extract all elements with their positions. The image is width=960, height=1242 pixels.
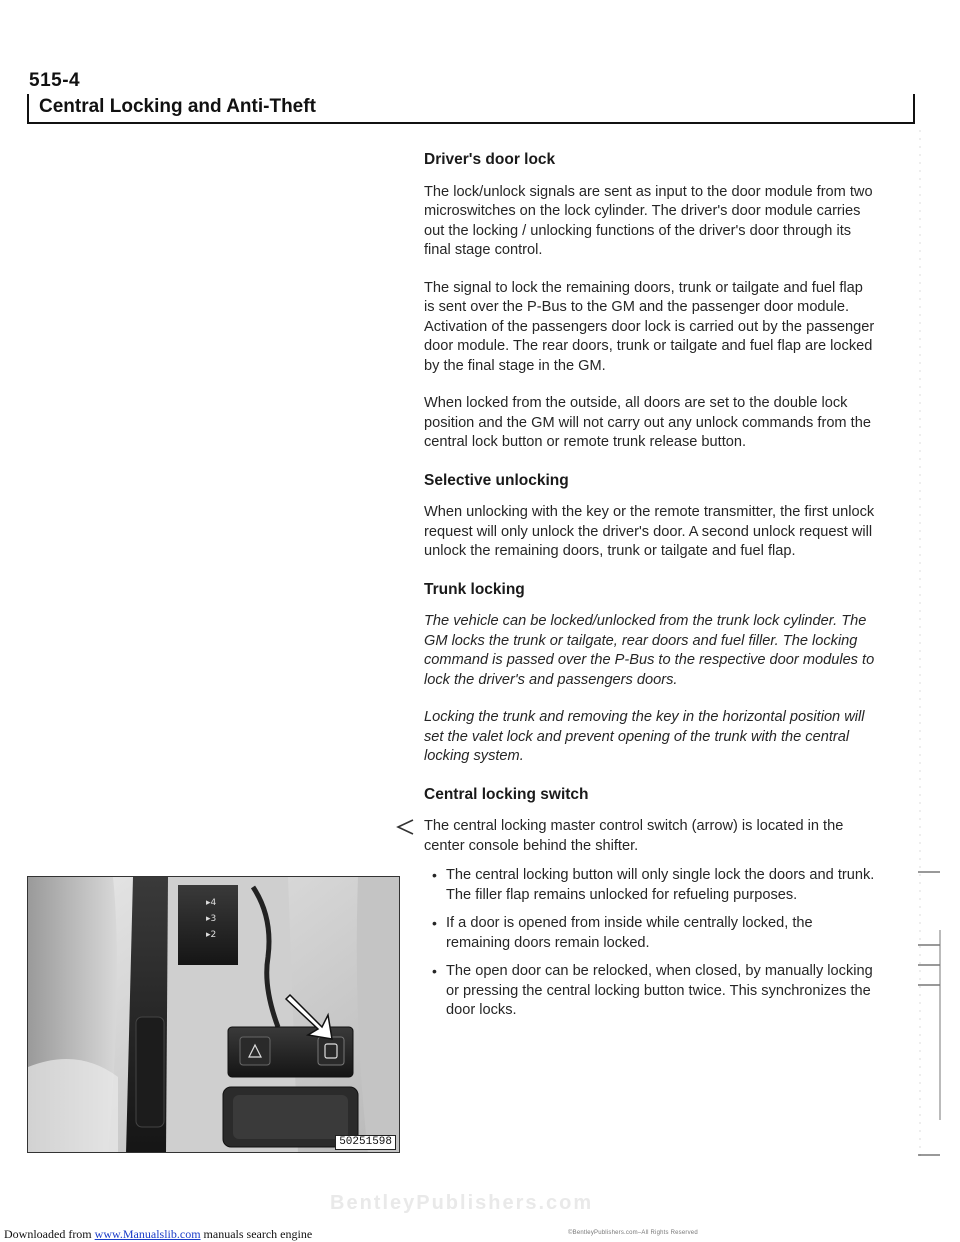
section-heading: Trunk locking	[424, 580, 525, 598]
paragraph: When unlocking with the key or the remote transmitter, the first unlock request will only unlock the driver's door. A second unlock request will unlock the remaining doors, trunk or tailgate and fuel flap.	[424, 504, 875, 559]
list-item: • If a door is opened from inside while centrally locked, the remaining doors remain locked.	[432, 915, 813, 951]
section-heading: Selective unlocking	[424, 471, 569, 489]
manualslib-link[interactable]: www.Manualslib.com	[94, 1227, 201, 1241]
pointer-arrow-icon	[395, 817, 415, 837]
watermark: BentleyPublishers.com	[330, 1192, 594, 1214]
bullet-icon: •	[432, 963, 437, 979]
section-heading: Central locking switch	[424, 785, 589, 803]
intro-text: The central locking master control switch (arrow) is located in the center console behind the shifter.	[424, 818, 844, 854]
bullet-icon: •	[432, 867, 437, 883]
svg-text:▸4: ▸4	[206, 898, 217, 908]
list-item: • The central locking button will only single lock the doors and trunk. The filler flap remains unlocked for refueling purposes.	[432, 867, 875, 903]
section-heading: Driver's door lock	[424, 151, 556, 168]
svg-text:▸3: ▸3	[206, 914, 217, 924]
console-illustration	[28, 877, 400, 1153]
figure-code: 50251598	[335, 1135, 396, 1150]
footer-download-note: Downloaded from www.Manualslib.com manuals search engine	[4, 1227, 313, 1241]
svg-text:▸2: ▸2	[206, 930, 217, 940]
paragraph: When locked from the outside, all doors are set to the double lock position and the GM will not carry out any unlock commands from the central lock button or remote trunk release button.	[424, 395, 871, 450]
section-header	[27, 94, 915, 124]
main-content	[424, 150, 876, 1030]
chapter-title: Central Locking and Anti-Theft	[39, 96, 316, 117]
copyright-notice: ©BentleyPublishers.com–All Rights Reserved	[568, 1230, 698, 1236]
paragraph: The lock/unlock signals are sent as input to the door module from two microswitches on the lock cylinder. The driver's door module carries out the locking / unlocking functions of the driver's door through its final stage control.	[424, 183, 873, 258]
paragraph: The vehicle can be locked/unlocked from the trunk lock cylinder. The GM locks the trunk or tailgate, rear doors and fuel filler. The locking command is passed over the P-Bus to the respective door modules to lock the driver's and passengers doors.	[424, 613, 875, 688]
page-number: 515-4	[29, 70, 81, 91]
list-item: • The open door can be relocked, when closed, by manually locking or pressing the central locking button twice. This synchronizes the door locks.	[432, 963, 873, 1018]
paragraph: Locking the trunk and removing the key in the horizontal position will set the valet lock and prevent opening of the trunk with the central locking system.	[424, 709, 865, 764]
bullet-list	[424, 866, 876, 1021]
bullet-icon: •	[432, 915, 437, 931]
margin-scan-marks	[900, 0, 960, 1242]
center-console-photo	[27, 876, 400, 1153]
figure-reference-paragraph	[424, 817, 876, 856]
paragraph: The signal to lock the remaining doors, trunk or tailgate and fuel flap is sent over the P-Bus to the GM and the passenger door module. Activation of the passengers door lock is carried out by the passenger door module. The rear doors, trunk or tailgate and fuel flap are locked by the final stage in the GM.	[424, 279, 875, 374]
